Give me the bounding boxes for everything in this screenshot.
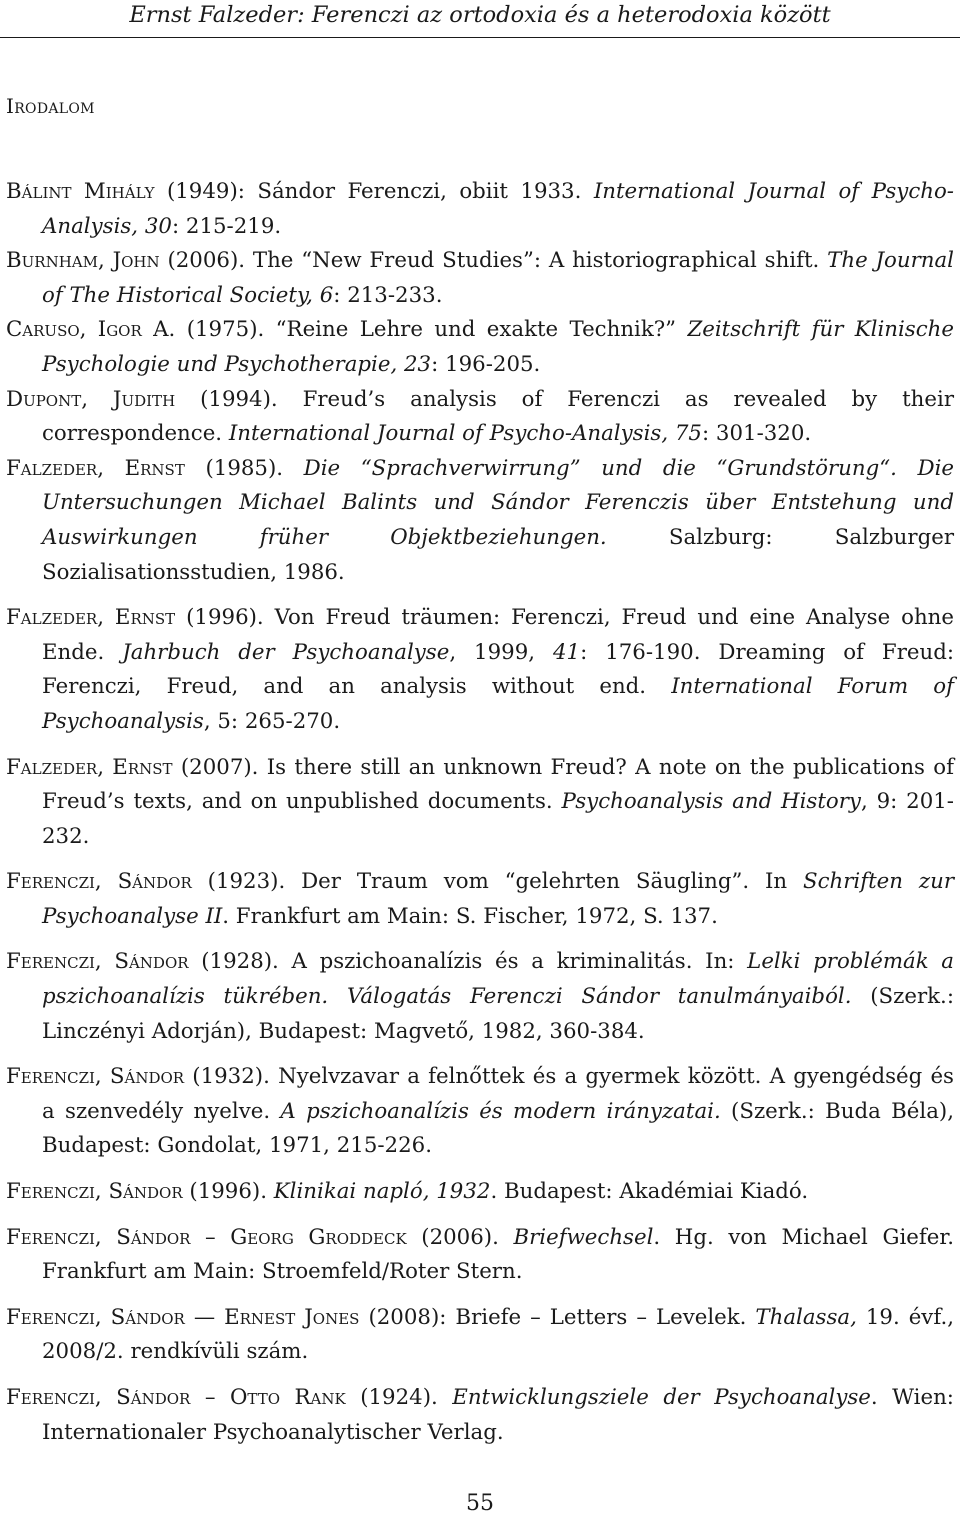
reference-title: International Journal of Psycho-Analysis, 30 bbox=[42, 179, 954, 239]
reference-title: Briefwechsel bbox=[513, 1224, 654, 1250]
reference-title: Jahrbuch der Psychoanalyse bbox=[122, 639, 450, 665]
reference-entry bbox=[6, 1381, 954, 1450]
reference-text: (Szerk.: Linczényi Adorján), Budapest: Magvető, 1982, 360-384. bbox=[42, 984, 954, 1044]
reference-text: Salzburg: Salzburger Sozialisationsstudien, 1986. bbox=[42, 524, 954, 585]
reference-entry bbox=[6, 945, 954, 1049]
reference-entry bbox=[6, 1301, 954, 1370]
reference-title: Psychoanalysis and History bbox=[561, 789, 861, 815]
reference-text: (1975). “Reine Lehre und exakte Technik?” bbox=[175, 317, 688, 343]
reference-author: Ferenczi, Sándor – Georg Groddeck bbox=[6, 1224, 407, 1250]
reference-entry bbox=[6, 383, 954, 452]
reference-title: The Journal of The Historical Society, 6 bbox=[42, 248, 954, 308]
reference-title: International Forum of Psychoanalysis bbox=[42, 674, 954, 734]
reference-entry bbox=[6, 751, 954, 855]
reference-author: Falzeder, Ernst bbox=[6, 455, 185, 481]
section-heading: Irodalom bbox=[6, 94, 95, 118]
reference-title: Zeitschrift für Klinische Psychologie und Psychotherapie, 23 bbox=[42, 317, 954, 377]
reference-text: (1994). Freud’s analysis of Ferenczi as revealed by their correspondence. bbox=[42, 386, 954, 447]
reference-text: (1924). bbox=[345, 1385, 453, 1410]
reference-title: Lelki problémák a pszichoanalízis tükrében. Válogatás Ferenczi Sándor tanulmányaiból. bbox=[42, 949, 954, 1010]
reference-author: Ferenczi, Sándor bbox=[6, 869, 192, 895]
reference-title: International Journal of Psycho-Analysis, 75 bbox=[228, 421, 702, 447]
reference-author: Caruso, Igor A. bbox=[6, 317, 176, 343]
reference-text: (1996). Von Freud träumen: Ferenczi, Freud und eine Analyse ohne Ende. bbox=[42, 605, 954, 665]
reference-entry bbox=[6, 865, 954, 934]
reference-text: (1928). A pszichoanalízis és a kriminalitás. In: bbox=[188, 949, 748, 975]
reference-text: : 301-320. bbox=[701, 421, 812, 447]
reference-title: Klinikai napló, 1932 bbox=[273, 1179, 491, 1205]
reference-title: Thalassa, bbox=[755, 1304, 857, 1330]
reference-text: (1996). bbox=[182, 1179, 274, 1205]
reference-entry bbox=[6, 175, 954, 244]
reference-text: , 9: 201-232. bbox=[42, 789, 954, 849]
reference-text: : 196-205. bbox=[431, 351, 541, 377]
reference-title: Die “Sprachverwirrung” und die “Grundstörung“. Die Untersuchungen Michael Balints und Sándor Ferenczis über Entstehung und Auswirkungen früher Objektbeziehungen. bbox=[42, 455, 954, 550]
reference-text: (1985). bbox=[184, 455, 304, 481]
reference-entry bbox=[6, 1221, 954, 1290]
header-rule bbox=[0, 37, 960, 38]
reference-text: (Szerk.: Buda Béla), Budapest: Gondolat, 1971, 215-226. bbox=[42, 1098, 954, 1159]
reference-author: Ferenczi, Sándor – Otto Rank bbox=[6, 1385, 346, 1410]
reference-text: . Hg. von Michael Giefer. Frankfurt am Main: Stroemfeld/Roter Stern. bbox=[42, 1224, 954, 1285]
reference-text: : 176-190. Dreaming of Freud: Ferenczi, Freud, and an analysis without end. bbox=[42, 639, 955, 700]
reference-author: Ferenczi, Sándor bbox=[6, 949, 189, 975]
reference-list bbox=[6, 175, 954, 1450]
reference-text: (2006). The “New Freud Studies”: A historiographical shift. bbox=[159, 248, 828, 274]
reference-entry bbox=[6, 244, 954, 313]
reference-text: : 215-219. bbox=[171, 213, 282, 239]
reference-entry bbox=[6, 313, 954, 382]
reference-author: Bálint Mihály bbox=[6, 179, 155, 204]
reference-entry bbox=[6, 601, 954, 739]
page-number: 55 bbox=[466, 1491, 494, 1516]
reference-title: Entwicklungsziele der Psychoanalyse bbox=[452, 1385, 871, 1410]
reference-text: (1949): Sándor Ferenczi, obiit 1933. bbox=[154, 179, 594, 204]
reference-author: Falzeder, Ernst bbox=[6, 605, 176, 631]
reference-text: (2007). Is there still an unknown Freud? A note on the publications of Freud’s texts, and on unpublished documents. bbox=[42, 754, 954, 815]
reference-author: Falzeder, Ernst bbox=[6, 754, 173, 780]
reference-title: A pszichoanalízis és modern irányzatai. bbox=[280, 1098, 721, 1124]
reference-text: (1932). Nyelvzavar a felnőttek és a gyermek között. A gyengédség és a szenvedély nyelve. bbox=[42, 1064, 954, 1124]
reference-text: . Frankfurt am Main: S. Fischer, 1972, S. 137. bbox=[222, 903, 718, 929]
reference-title: Schriften zur Psychoanalyse II bbox=[42, 869, 955, 929]
reference-author: Dupont, Judith bbox=[6, 386, 176, 412]
reference-text: (1923). Der Traum vom “gelehrten Säugling”. In bbox=[191, 869, 804, 895]
running-head: Ernst Falzeder: Ferenczi az ortodoxia és a heterodoxia között bbox=[129, 2, 831, 28]
reference-text: : 213-233. bbox=[333, 282, 443, 308]
reference-entry bbox=[6, 452, 954, 590]
reference-text: . Wien: Internationaler Psychoanalytischer Verlag. bbox=[42, 1385, 954, 1445]
reference-author: Ferenczi, Sándor bbox=[6, 1179, 183, 1205]
reference-text: , 5: 265-270. bbox=[203, 708, 341, 734]
reference-volume: 41 bbox=[552, 639, 581, 665]
reference-author: Burnham, John bbox=[6, 248, 160, 274]
reference-text: 19. évf., 2008/2. rendkívüli szám. bbox=[42, 1304, 954, 1365]
reference-text: . Budapest: Akadémiai Kiadó. bbox=[490, 1179, 809, 1205]
reference-author: Ferenczi, Sándor bbox=[6, 1064, 185, 1090]
reference-author: Ferenczi, Sándor — Ernest Jones bbox=[6, 1304, 360, 1330]
reference-text: (2008): Briefe – Letters – Levelek. bbox=[359, 1304, 756, 1330]
reference-entry bbox=[6, 1060, 954, 1164]
reference-text: (2006). bbox=[406, 1224, 514, 1250]
reference-entry bbox=[6, 1175, 954, 1210]
reference-text: , 1999, bbox=[449, 639, 553, 665]
